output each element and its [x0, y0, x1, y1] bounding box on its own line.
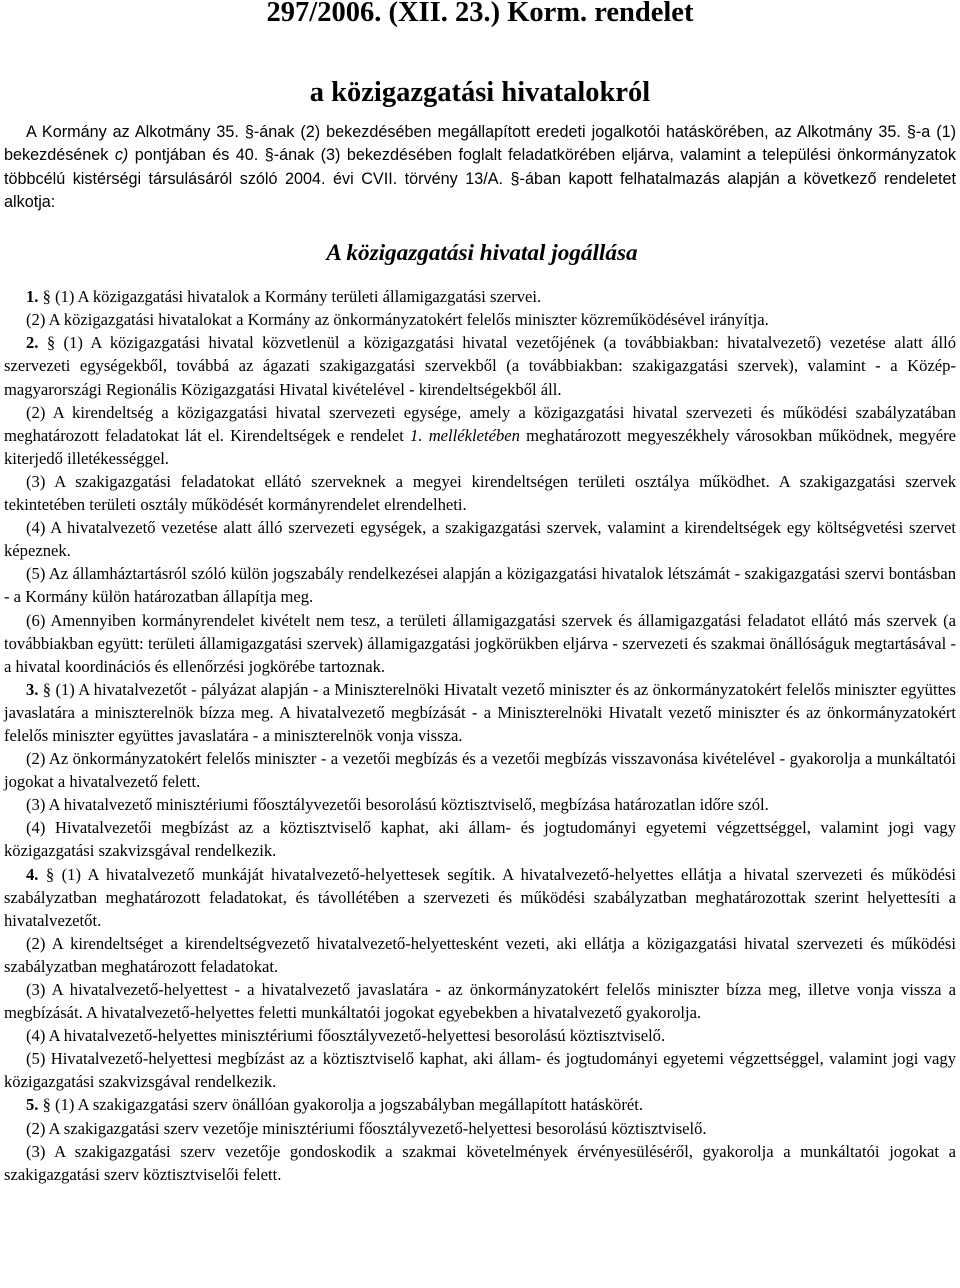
paragraph-4-2: (2) A kirendeltséget a kirendeltségvezető hivatalvezető-helyettesként vezeti, aki ellátja a közigazgatási hivatal szervezeti és működési szabályzatban meghatározott feladatokat. [4, 933, 956, 976]
section-number: 4. [26, 864, 39, 884]
paragraph-4-3: (3) A hivatalvezető-helyettest - a hivatalvezető javaslatára - az önkormányzatokért felelős miniszter bízza meg, illetve vonja vissza a megbízását. A hivatalvezető-helyettes feletti munkáltatói jogokat egyebekben a hivatalvezető gyakorolja. [4, 980, 956, 1023]
preamble-text-end: pontjában és 40. §-ának (3) bekezdésében foglalt feladatkörében eljárva, valamint a települési önkormányzatok többcélú kistérségi társulásáról szóló 2004. évi CVII. törvény 13/A. §-ában kapott felhatalmazás alapján a következő rendeletet alkotja: [4, 146, 956, 211]
preamble-italic: c) [114, 146, 129, 165]
preamble [4, 121, 956, 214]
paragraph-text: § (1) A közigazgatási hivatal közvetlenül a közigazgatási hivatal vezetőjének (a továbbiakban: hivatalvezető) vezetése alatt álló szervezeti egységekből, továbbá az ágazati szakigazgatási szervekből (a továbbiakban: szakigazgatási szervek), valamint - a Közép-magyarországi Regionális Közigazgatási Hivatal kivételével - kirendeltségekből áll. [4, 333, 956, 399]
paragraph-5-3: (3) A szakigazgatási szerv vezetője gondoskodik a szakmai követelmények érvényesüléséről, gyakorolja a munkáltatói jogokat a szakigazgatási szerv köztisztviselői felett. [4, 1141, 956, 1184]
paragraph-1-1 [4, 285, 956, 308]
document-title: 297/2006. (XII. 23.) Korm. rendelet [266, 0, 694, 28]
paragraph-3-2: (2) Az önkormányzatokért felelős miniszter - a vezetői megbízás és a vezetői megbízás visszavonása kivételével - gyakorolja a munkáltatói jogokat a hivatalvezető felett. [4, 749, 956, 792]
document-subtitle: a közigazgatási hivatalokról [309, 77, 651, 108]
paragraph-text: § (1) A hivatalvezetőt - pályázat alapján - a Miniszterelnöki Hivatalt vezető miniszter és az önkormányzatokért felelős miniszter együttes javaslatára a miniszterelnök bízza meg. A hivatalvezető megbízását - a Miniszterelnöki Hivatalt vezető miniszter és az önkormányzatokért felelős miniszter együttes javaslatára - a miniszterelnök vonja vissza. [4, 679, 956, 745]
paragraph-4-1 [4, 863, 956, 932]
paragraph-text: meghatározott megyeszékhely városokban működnek, megyére kiterjedő illetékességgel. [4, 425, 956, 468]
document-body [4, 285, 956, 1186]
paragraph-3-1 [4, 678, 956, 747]
paragraph-2-4: (4) A hivatalvezető vezetése alatt álló szervezeti egységek, a szakigazgatási szervek, valamint a kirendeltségek egy költségvetési szervet képeznek. [4, 518, 956, 561]
paragraph-text: § (1) A közigazgatási hivatalok a Kormány területi államigazgatási szervei. [38, 287, 542, 307]
paragraph-text: § (1) A szakigazgatási szerv önállóan gyakorolja a jogszabályban megállapított hatáskörét. [38, 1095, 643, 1115]
paragraph-4-5: (5) Hivatalvezető-helyettesi megbízást az a köztisztviselő kaphat, aki állam- és jogtudományi egyetemi végzettséggel, valamint jogi vagy közigazgatási szakvizsgával rendelkezik. [4, 1049, 956, 1092]
paragraph-3-3: (3) A hivatalvezető minisztériumi főosztályvezetői besorolású köztisztviselő, megbízása határozatlan időre szól. [26, 795, 769, 815]
annex-reference: 1. mellékletében [410, 425, 520, 445]
paragraph-2-1 [4, 331, 956, 400]
section-number: 3. [26, 679, 39, 699]
paragraph-2-5: (5) Az államháztartásról szóló külön jogszabály rendelkezései alapján a közigazgatási hivatalok létszámát - szakigazgatási szervi bontásban - a Kormány külön határozatban állapítja meg. [4, 564, 956, 607]
paragraph-1-2: (2) A közigazgatási hivatalokat a Kormány az önkormányzatokért felelős miniszter közreműködésével irányítja. [26, 310, 769, 330]
section-number: 2. [26, 333, 39, 353]
paragraph-text: (2) A kirendeltség a közigazgatási hivatal szervezeti egysége, amely a közigazgatási hivatal szervezeti és működési szabályzatában meghatározott feladatokat lát el. Kirendeltségek e rendelet [4, 402, 956, 445]
preamble-text: A Kormány az Alkotmány 35. §-ának (2) bekezdésében megállapított eredeti jogalkotói hatáskörében, az Alkotmány 35. §-a (1) bekezdésének [4, 123, 956, 165]
paragraph-2-2 [4, 401, 956, 470]
paragraph-text: § (1) A hivatalvezető munkáját hivatalvezető-helyettesek segítik. A hivatalvezető-helyettes ellátja a hivatal szervezeti és működési szabályzatban meghatározott feladatokat, és távollétében a szervezeti és működési szabályzatban meghatározottak szerint helyettesíti a hivatalvezetőt. [4, 864, 956, 930]
section-number: 1. [26, 287, 39, 307]
section-heading: A közigazgatási hivatal jogállása [326, 240, 638, 267]
section-number: 5. [26, 1095, 39, 1115]
paragraph-5-1 [4, 1093, 956, 1116]
paragraph-2-6: (6) Amennyiben kormányrendelet kivételt nem tesz, a területi államigazgatási szervek és államigazgatási feladatot ellátó más szervek (a továbbiakban együtt: területi államigazgatási szervek) államigazgatási jogkörükben eljárva - szervezeti és szakmai önállóságuk megtartásával - a hivatal koordinációs és ellenőrzési jogkörébe tartoznak. [4, 610, 956, 676]
paragraph-3-4: (4) Hivatalvezetői megbízást az a köztisztviselő kaphat, aki állam- és jogtudományi egyetemi végzettséggel, valamint jogi vagy közigazgatási szakvizsgával rendelkezik. [4, 818, 956, 861]
paragraph-5-2: (2) A szakigazgatási szerv vezetője minisztériumi főosztályvezető-helyettesi besorolású köztisztviselő. [26, 1118, 707, 1138]
paragraph-4-4: (4) A hivatalvezető-helyettes minisztériumi főosztályvezető-helyettesi besorolású köztisztviselő. [26, 1026, 666, 1046]
paragraph-2-3: (3) A szakigazgatási feladatokat ellátó szerveknek a megyei kirendeltségen területi osztálya működhet. A szakigazgatási szervek tekintetében területi osztály működését kormányrendelet elrendelheti. [4, 471, 956, 515]
